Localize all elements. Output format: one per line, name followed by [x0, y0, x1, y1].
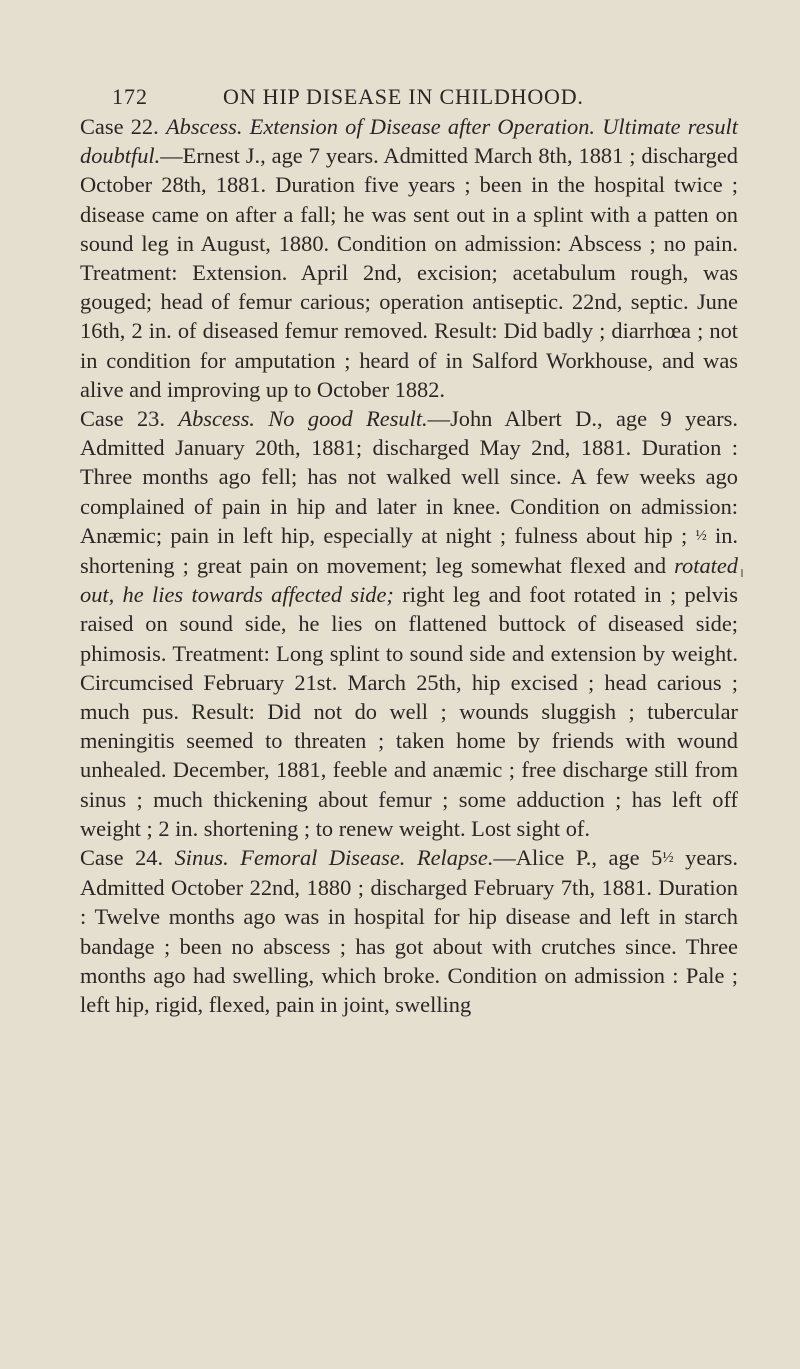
case-24-body-part-2: years. Admitted October 22nd, 1880 ; discharged February 7th, 1881. Duration : Twelve months ago was in hospital for hip disease and left in starch bandage ; been no abscess ; has got about with crutches since. Three months ago had swelling, which broke. Condition on admission : Pale ; left hip, rigid, flexed, pain in joint, swelling — [80, 845, 738, 1018]
case-22-paragraph — [80, 112, 738, 404]
case-23-label: Case 23. — [80, 406, 165, 432]
running-head — [80, 64, 738, 109]
running-title: ON HIP DISEASE IN CHILDHOOD. — [223, 84, 584, 109]
case-24-dash: — — [493, 845, 516, 871]
case-24-paragraph — [80, 843, 738, 1019]
case-24-fraction: ½ — [662, 850, 674, 867]
case-23-paragraph — [80, 404, 738, 843]
case-23-body-part-3: right leg and foot rotated in ; pelvis raised on sound side, he lies on flattened buttock of diseased side; phimosis. Treatment: Long splint to sound side and extension by weight. Circumcised February 21st. March 25th, hip excised ; head carious ; much pus. Result: Did not do well ; wounds sluggish ; tubercular meningitis seemed to threaten ; taken home by friends with wound unhealed. December, 1881, feeble and anæmic ; free discharge still from sinus ; much thickening about femur ; some adduction ; has left off weight ; 2 in. shortening ; to renew weight. Lost sight of. — [80, 582, 738, 841]
margin-mark — [741, 569, 743, 577]
case-22-dash: — — [160, 143, 183, 169]
case-22-body: Ernest J., age 7 years. Admitted March 8th, 1881 ; discharged October 28th, 1881. Duration five years ; been in the hospital twice ; disease came on after a fall; he was sent out in a splint with a patten on sound leg in August, 1880. Condition on admission: Abscess ; no pain. Treatment: Extension. April 2nd, excision; acetabulum rough, was gouged; head of femur carious; operation antiseptic. 22nd, septic. June 16th, 2 in. of diseased femur removed. Result: Did badly ; diarrhœa ; not in condition for amputation ; heard of in Salford Workhouse, and was alive and improving up to October 1882. — [80, 143, 738, 402]
case-23-fraction: ½ — [695, 527, 707, 544]
case-23-inline-italic: rotated out, he lies towards affected side; — [80, 553, 738, 608]
case-24-heading: Sinus. Femoral Disease. Relapse. — [174, 845, 494, 871]
case-24-label: Case 24. — [80, 845, 164, 871]
case-22-heading: Abscess. Extension of Disease after Operation. Ultimate result doubtful. — [80, 114, 738, 169]
case-24-body-part-1: Alice P., age 5 — [515, 845, 663, 871]
body-text — [80, 112, 738, 1019]
case-23-body-part-1: John Albert D., age 9 years. Admitted January 20th, 1881; discharged May 2nd, 1881. Duration : Three months ago fell; has not walked well since. A few weeks ago complained of pain in hip and later in knee. Condition on admission: Anæmic; pain in left hip, especially at night ; fulness about hip ; — [80, 406, 738, 548]
case-23-body-part-2: in. shortening ; great pain on movement; leg somewhat flexed and — [80, 522, 738, 579]
case-23-dash: — — [427, 406, 451, 432]
page-number: 172 — [112, 84, 148, 109]
case-23-heading: Abscess. No good Result. — [178, 406, 428, 432]
case-22-label: Case 22. — [80, 114, 159, 139]
